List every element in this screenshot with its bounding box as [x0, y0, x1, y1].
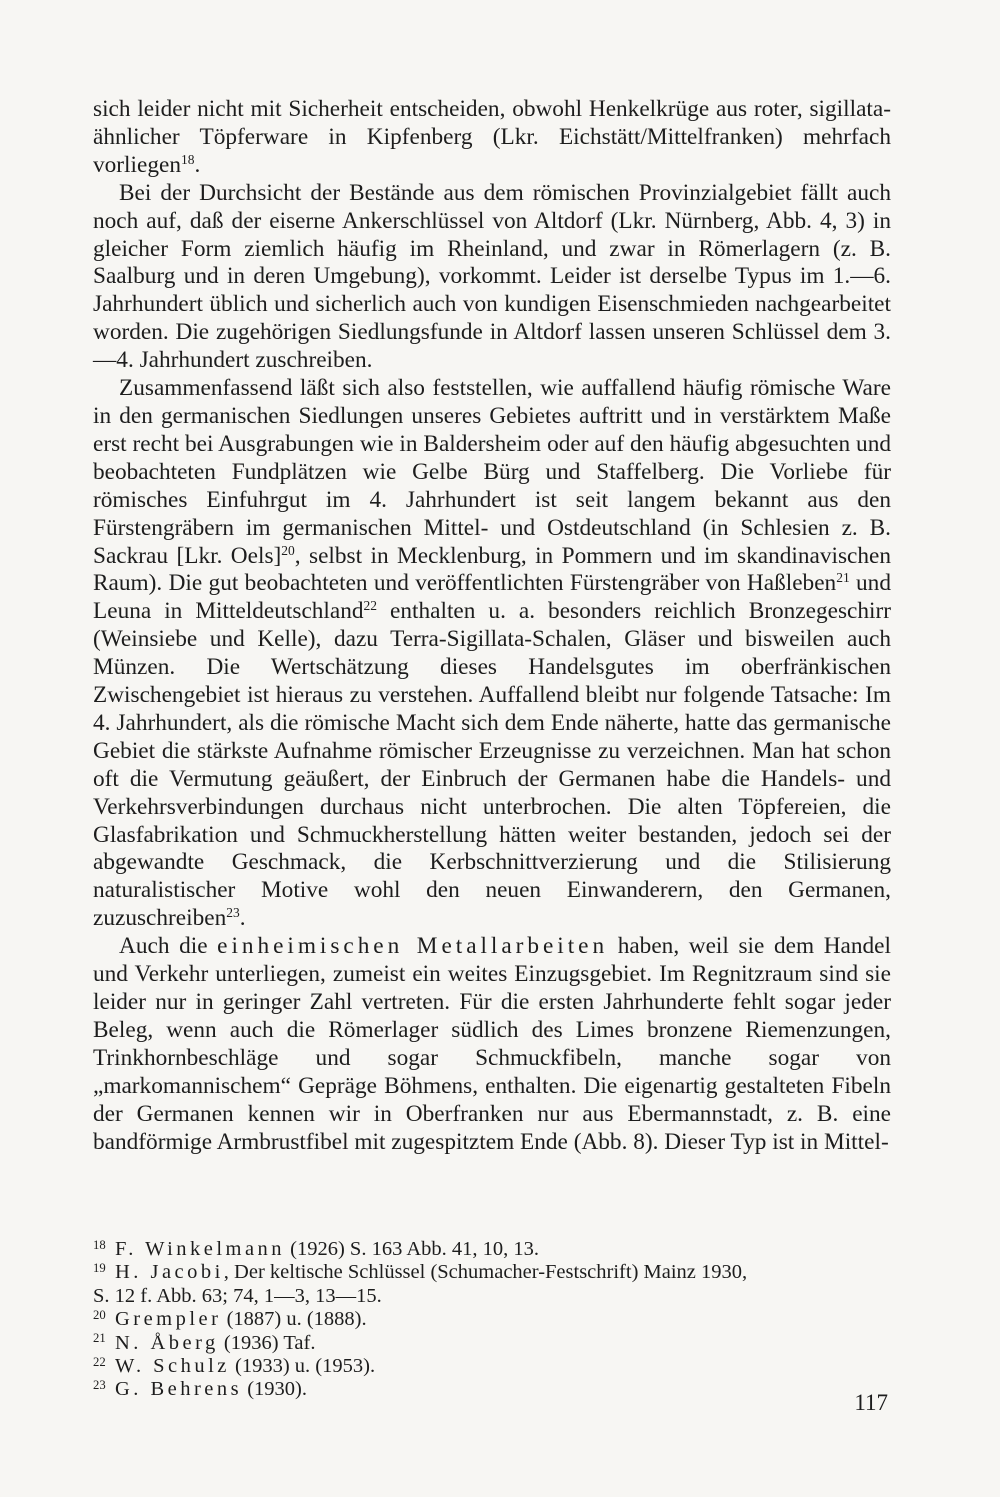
footnote-text: S. 12 f. Abb. 63; 74, 1—3, 13—15.: [93, 1284, 382, 1307]
spaced-emphasis: einheimischen Metallarbeiten: [217, 933, 609, 960]
footnote-text: (1887) u. (1888).: [221, 1308, 367, 1331]
paragraph-3-text-c: und Leuna in Mitteldeutschland: [93, 570, 891, 625]
footnote-author: N. Åberg: [115, 1331, 219, 1354]
footnote-author: W. Schulz: [115, 1355, 230, 1378]
paragraph-4-text-b: haben, weil sie dem Handel und Verkehr unterliegen, zumeist ein weites Einzugsgebiet. Im Regnitzraum sind sie leider nur in geringer Zahl vertreten. Für die ersten Jahrhunderte fehlt sogar jeder Beleg, wenn auch die Römerlager südlich des Limes bronzene Riemenzungen, Trinkhornbeschläge und sogar Schmuckfibeln, manche sogar von „markomannischem“ Gepräge Böhmens, enthalten. Die eigenartig gestalteten Fibeln der Germanen kennen wir in Oberfranken nur aus Ebermannstadt, z. B. eine bandförmige Armbrustfibel mit zugespitztem Ende (Abb. 8). Dieser Typ ist in Mittel-: [93, 933, 891, 1155]
paragraph-3: Zusammenfassend läßt sich also feststellen, wie auffallend häufig römische Ware in den germanischen Siedlungen unseres Gebietes auftritt und in verstärktem Maße erst recht bei Ausgrabungen wie in Baldersheim oder auf den häufig abgesuchten und beobachteten Fundplätzen wie Gelbe Bürg und Staffelberg. Die Vorliebe für römisches Einfuhrgut im 4. Jahrhundert ist seit langem bekannt aus den Fürstengräbern im germanischen Mittel- und Ostdeutschland (in Schlesien z. B. Sackrau [Lkr. Oels]$^{20}$, selbst in Mecklenburg, in Pommern und im skandinavischen Raum). Die gut beobachteten und veröffentlichten Fürstengräber von Haßleben$^{21}$ und Leuna in Mitteldeutschland$^{22}$ enthalten u. a. besonders reichlich Bronzegeschirr (Weinsiebe und Kelle), dazu Terra-Sigillata-Schalen, Gläser und bisweilen auch Münzen. Die Wertschätzung dieses Handelsgutes im oberfränkischen Zwischengebiet ist hieraus zu verstehen. Auffallend bleibt nur folgende Tatsache: Im 4. Jahrhundert, als die römische Macht sich dem Ende näherte, hatte das germanische Gebiet die stärkste Aufnahme römischer Erzeugnisse zu verzeichnen. Man hat schon oft die Vermutung geäußert, der Einbruch der Germanen habe die Handels- und Verkehrsverbindungen durchaus nicht unterbrochen. Die alten Töpfereien, die Glasfabrikation und Schmuckherstellung hätten weiter bestanden, jedoch sei der abgewandte Geschmack, die Kerbschnittverzierung und die Stilisierung naturalistischer Motive wohl den neuen Einwanderern, den Germanen, zuzuschreiben$^{23}$.: [93, 375, 892, 932]
footnote-author: F. Winkelmann: [115, 1238, 286, 1260]
paragraph-3-text-d: enthalten u. a. besonders reichlich Bronzegeschirr (Weinsiebe und Kelle), dazu Terra-Sigillata-Schalen, Gläser und bisweilen auch Münzen. Die Wertschätzung dieses Handelsgutes im oberfränkischen Zwischengebiet ist hieraus zu verstehen. Auffallend bleibt nur folgende Tatsache: Im 4. Jahrhundert, als die römische Macht sich dem Ende näherte, hatte das germanische Gebiet die stärkste Aufnahme römischer Erzeugnisse zu verzeichnen. Man hat schon oft die Vermutung geäußert, der Einbruch der Germanen habe die Handels- und Verkehrsverbindungen durchaus nicht unterbrochen. Die alten Töpfereien, die Glasfabrikation und Schmuckherstellung hätten weiter bestanden, jedoch sei der abgewandte Geschmack, die Kerbschnittverzierung und die Stilisierung naturalistischer Motive wohl den neuen Einwanderern, den Germanen, zuzuschreiben: [93, 598, 891, 932]
paragraph-1: sich leider nicht mit Sicherheit entscheiden, obwohl Henkelkrüge aus roter, sigillata-ähnlicher Töpferware in Kipfenberg (Lkr. Eichstätt/Mittelfranken) mehrfach vorliegen$^{18}$.: [93, 96, 891, 178]
paragraph-4: [93, 933, 891, 1156]
footnote-text: (1930).: [242, 1378, 307, 1401]
footnote-author: Grempler: [115, 1308, 222, 1331]
footnote-text: (1936) Taf.: [218, 1331, 316, 1354]
paragraph-2: [93, 180, 891, 375]
footnote-19-continuation: [93, 1285, 891, 1308]
page-number: 117: [854, 1390, 888, 1415]
footnote-22: 22 W. Schulz (1933) u. (1953).: [93, 1354, 376, 1378]
footnote-23: 23 G. Behrens (1930).: [93, 1378, 307, 1401]
footnote-20: 20 Grempler (1887) u. (1888).: [93, 1307, 367, 1331]
paragraph-4-text-a: Auch die: [119, 933, 218, 960]
footnote-text: (1926) S. 163 Abb. 41, 10, 13.: [285, 1238, 539, 1260]
footnote-author: G. Behrens: [115, 1378, 243, 1401]
paragraph-1-text: sich leider nicht mit Sicherheit entscheiden, obwohl Henkelkrüge aus roter, sigillata-ähnlicher Töpferware in Kipfenberg (Lkr. Eichstätt/Mittelfranken) mehrfach vorliegen: [93, 96, 891, 178]
paragraph-2-text: Bei der Durchsicht der Bestände aus dem römischen Provinzialgebiet fällt auch noch auf, daß der eiserne Ankerschlüssel von Altdorf (Lkr. Nürnberg, Abb. 4, 3) in gleicher Form ziemlich häufig im Rheinland, und zwar in Römerlagern (z. B. Saalburg und in deren Umgebung), vorkommt. Leider ist derselbe Typus im 1.—6. Jahrhundert üblich und sicherlich auch von kundigen Eisenschmieden nachgearbeitet worden. Die zugehörigen Siedlungsfunde in Altdorf lassen unseren Schlüssel dem 3.—4. Jahrhundert zuschreiben.: [93, 179, 891, 374]
footnote-21: 21 N. Åberg (1936) Taf.: [93, 1331, 316, 1354]
footnote-author: H. Jacobi: [115, 1261, 224, 1284]
footnote-ref-23: 23: [226, 905, 240, 921]
footnote-ref-20: 20: [281, 542, 295, 558]
footnote-ref-22: 22: [363, 598, 378, 614]
footnote-ref-21: 21: [836, 570, 850, 586]
footnote-19: 19 H. Jacobi, Der keltische Schlüssel (Schumacher-Festschrift) Mainz 1930,: [93, 1261, 748, 1284]
footnote-18: 18 F. Winkelmann (1926) S. 163 Abb. 41, 10, 13.: [93, 1237, 539, 1260]
footnote-text: (1933) u. (1953).: [229, 1355, 376, 1378]
paragraph-3-text-a: Zusammenfassend läßt sich also feststellen, wie auffallend häufig römische Ware in den germanischen Siedlungen unseres Gebietes auftritt und in verstärktem Maße erst recht bei Ausgrabungen wie in Baldersheim oder auf den häufig abgesuchten und beobachteten Fundplätzen wie Gelbe Bürg und Staffelberg. Die Vorliebe für römisches Einfuhrgut im 4. Jahrhundert ist seit langem bekannt aus den Fürstengräbern im germanischen Mittel- und Ostdeutschland (in Schlesien z. B. Sackrau [Lkr. Oels]: [93, 375, 891, 569]
footnote-ref-18: 18: [180, 151, 195, 167]
paragraph-3-text-b: , selbst in Mecklenburg, in Pommern und im skandinavischen Raum). Die gut beobachteten und veröffentlichten Fürstengräber von Haßleben: [93, 542, 892, 597]
footnote-text: , Der keltische Schlüssel (Schumacher-Festschrift) Mainz 1930,: [223, 1261, 748, 1284]
main-body-text: [93, 96, 891, 1156]
footnotes: [93, 1238, 891, 1402]
